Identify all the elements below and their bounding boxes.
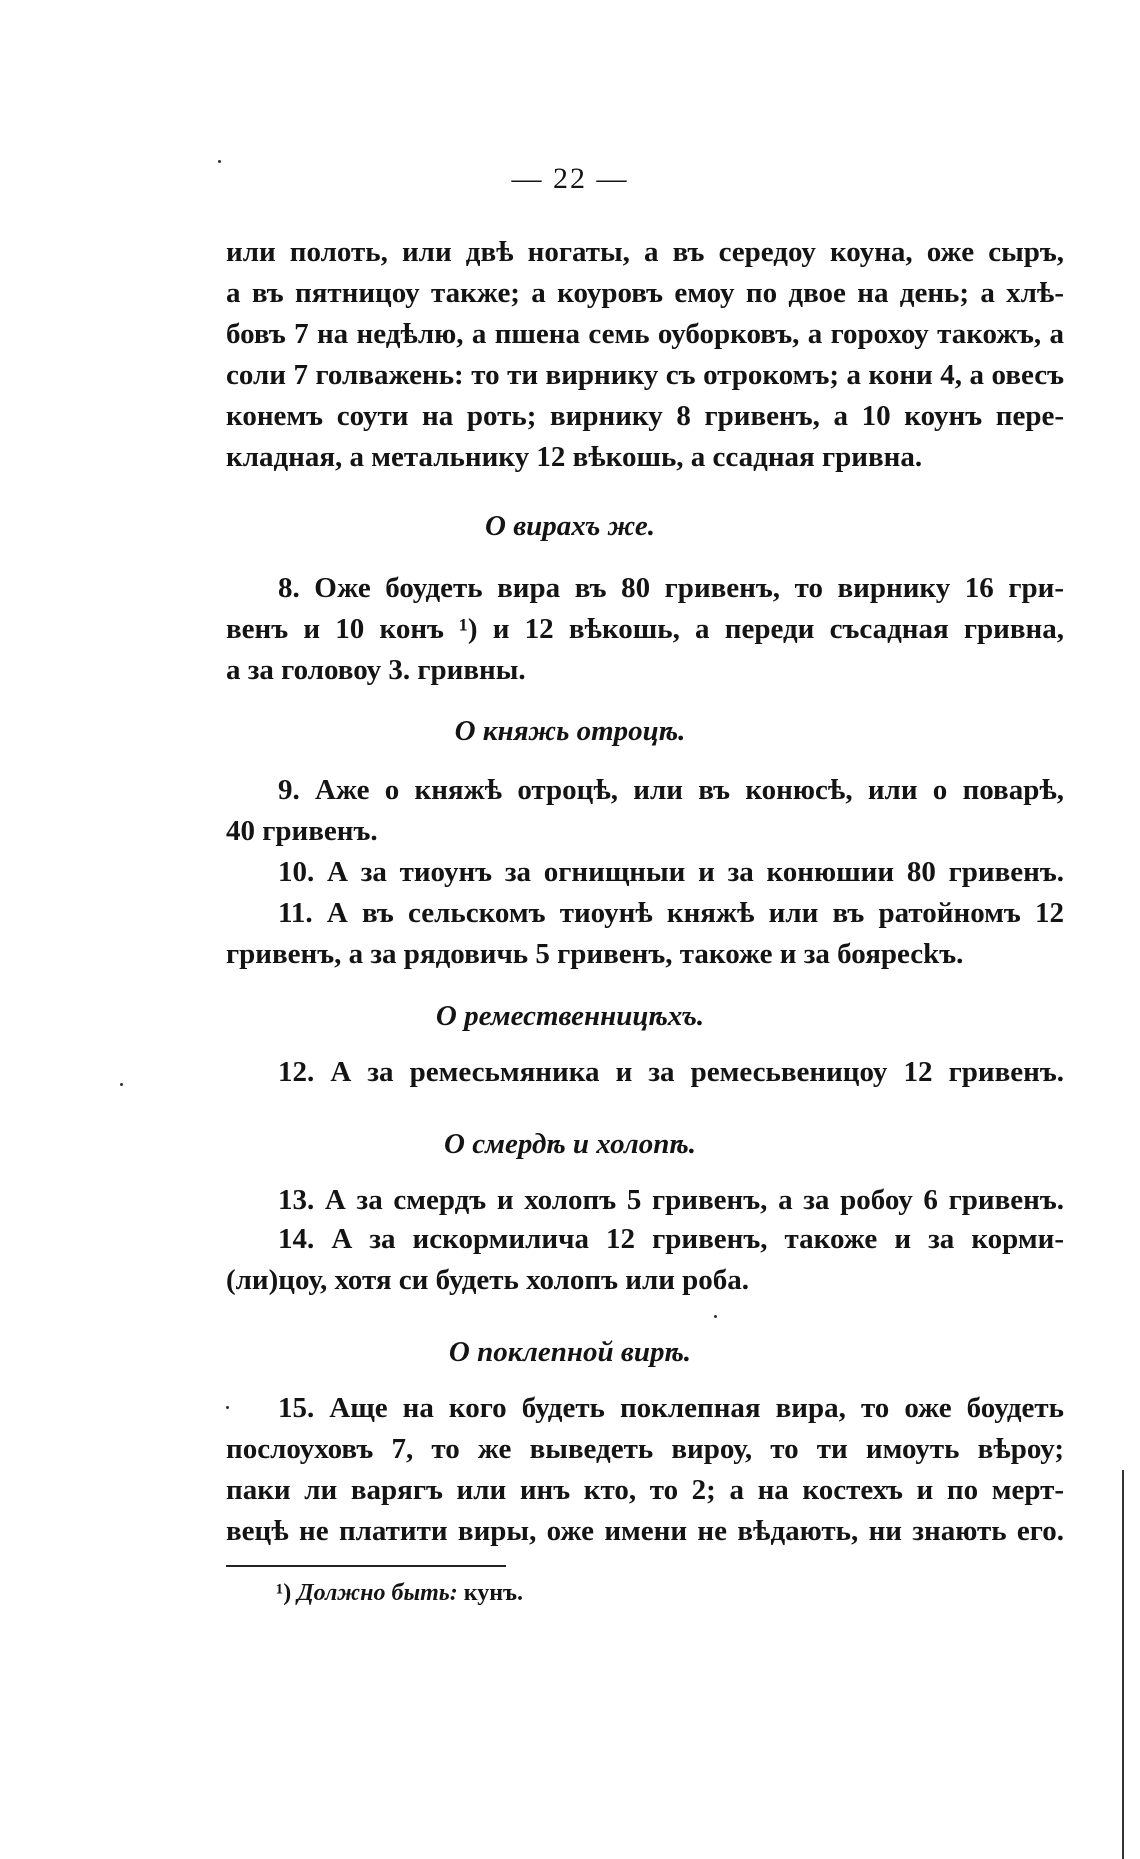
paragraph-10: [226, 852, 1064, 893]
footnote-divider: [226, 1565, 506, 1567]
paragraph-15: [226, 1388, 1064, 1552]
text-line: 11. А въ сельскомъ тиоунѣ княжѣ или въ ратойномъ 12: [278, 897, 1064, 929]
section-heading: О поклепной вирѣ.: [448, 1336, 692, 1368]
text-line: а за головоу 3. гривны.: [226, 654, 526, 686]
scan-speck: [120, 1083, 123, 1086]
footnote-marker: ¹): [276, 1580, 292, 1606]
scan-speck: [226, 1406, 229, 1409]
paragraph-9: [226, 770, 1064, 852]
text-line: бовъ 7 на недѣлю, а пшена семь оуборковъ, а горохоу такожъ, а: [226, 318, 1064, 350]
footnote-text: кунъ.: [463, 1580, 524, 1606]
paragraph-8: [226, 568, 1064, 691]
text-line: 13. А за смердъ и холопъ 5 гривенъ, а за робоу 6 гривенъ.: [278, 1184, 1064, 1216]
page-number: — 22 —: [511, 162, 629, 195]
section-heading: О смердѣ и холопѣ.: [444, 1128, 696, 1160]
section-heading: О ремественницѣхъ.: [435, 1000, 705, 1032]
page-edge-rule: [1122, 1470, 1124, 1859]
text-line: 12. А за ремесьмяника и за ремесьвеницоу 12 гривенъ.: [278, 1056, 1064, 1088]
paragraph-13: [226, 1180, 1064, 1221]
text-line: конемъ соути на роть; вирнику 8 гривенъ, а 10 коунъ пере-: [226, 400, 1064, 432]
text-line: гривенъ, а за рядовичь 5 гривенъ, такоже и за бояресkъ.: [226, 938, 964, 970]
footnote-italic: Должно быть:: [297, 1580, 458, 1606]
text-line: послоуховъ 7, то же выведеть вироу, то ти имоуть вѣроу;: [226, 1433, 1064, 1465]
paragraph-14: [226, 1219, 1064, 1301]
text-line: (ли)цоу, хотя си будеть холопъ или роба.: [226, 1264, 750, 1296]
text-line: паки ли варягъ или инъ кто, то 2; а на костехъ и по мерт-: [226, 1474, 1064, 1506]
section-heading: О княжь отроцѣ.: [454, 715, 686, 747]
text-line: 10. А за тиоунъ за огнищныи и за конюшии 80 гривенъ.: [278, 856, 1064, 888]
text-line: а въ пятницоу также; а коуровъ емоу по двое на день; а хлѣ-: [226, 277, 1064, 309]
footnote: [276, 1580, 523, 1607]
scan-speck: [714, 1315, 717, 1318]
text-line: кладная, а метальнику 12 вѣкошь, а ссадная гривна.: [226, 441, 923, 473]
text-line: 14. А за искормилича 12 гривенъ, такоже и за корми-: [278, 1223, 1064, 1255]
paragraph-11: [226, 893, 1064, 975]
paragraph-top: [226, 232, 1064, 478]
paragraph-12: [226, 1052, 1064, 1093]
text-line: венъ и 10 конъ ¹) и 12 вѣкошь, а переди съсадная гривна,: [226, 613, 1064, 645]
text-line: 40 гривенъ.: [226, 815, 378, 847]
text-line: соли 7 голважень: то ти вирнику съ отрокомъ; а кони 4, а овесъ: [226, 359, 1064, 391]
text-line: или полоть, или двѣ ногаты, а въ середоу коуна, оже сыръ,: [226, 236, 1064, 268]
text-line: 9. Аже о княжѣ отроцѣ, или въ конюсѣ, или о поварѣ,: [278, 774, 1064, 806]
scan-speck: [218, 160, 221, 163]
text-line: 15. Аще на кого будеть поклепная вира, то оже боудеть: [278, 1392, 1064, 1424]
text-line: вецѣ не платити виры, оже имени не вѣдають, ни знають его.: [226, 1515, 1064, 1547]
section-heading: О вирахъ же.: [485, 510, 655, 542]
text-line: 8. Оже боудеть вира въ 80 гривенъ, то вирнику 16 гри-: [278, 572, 1064, 604]
